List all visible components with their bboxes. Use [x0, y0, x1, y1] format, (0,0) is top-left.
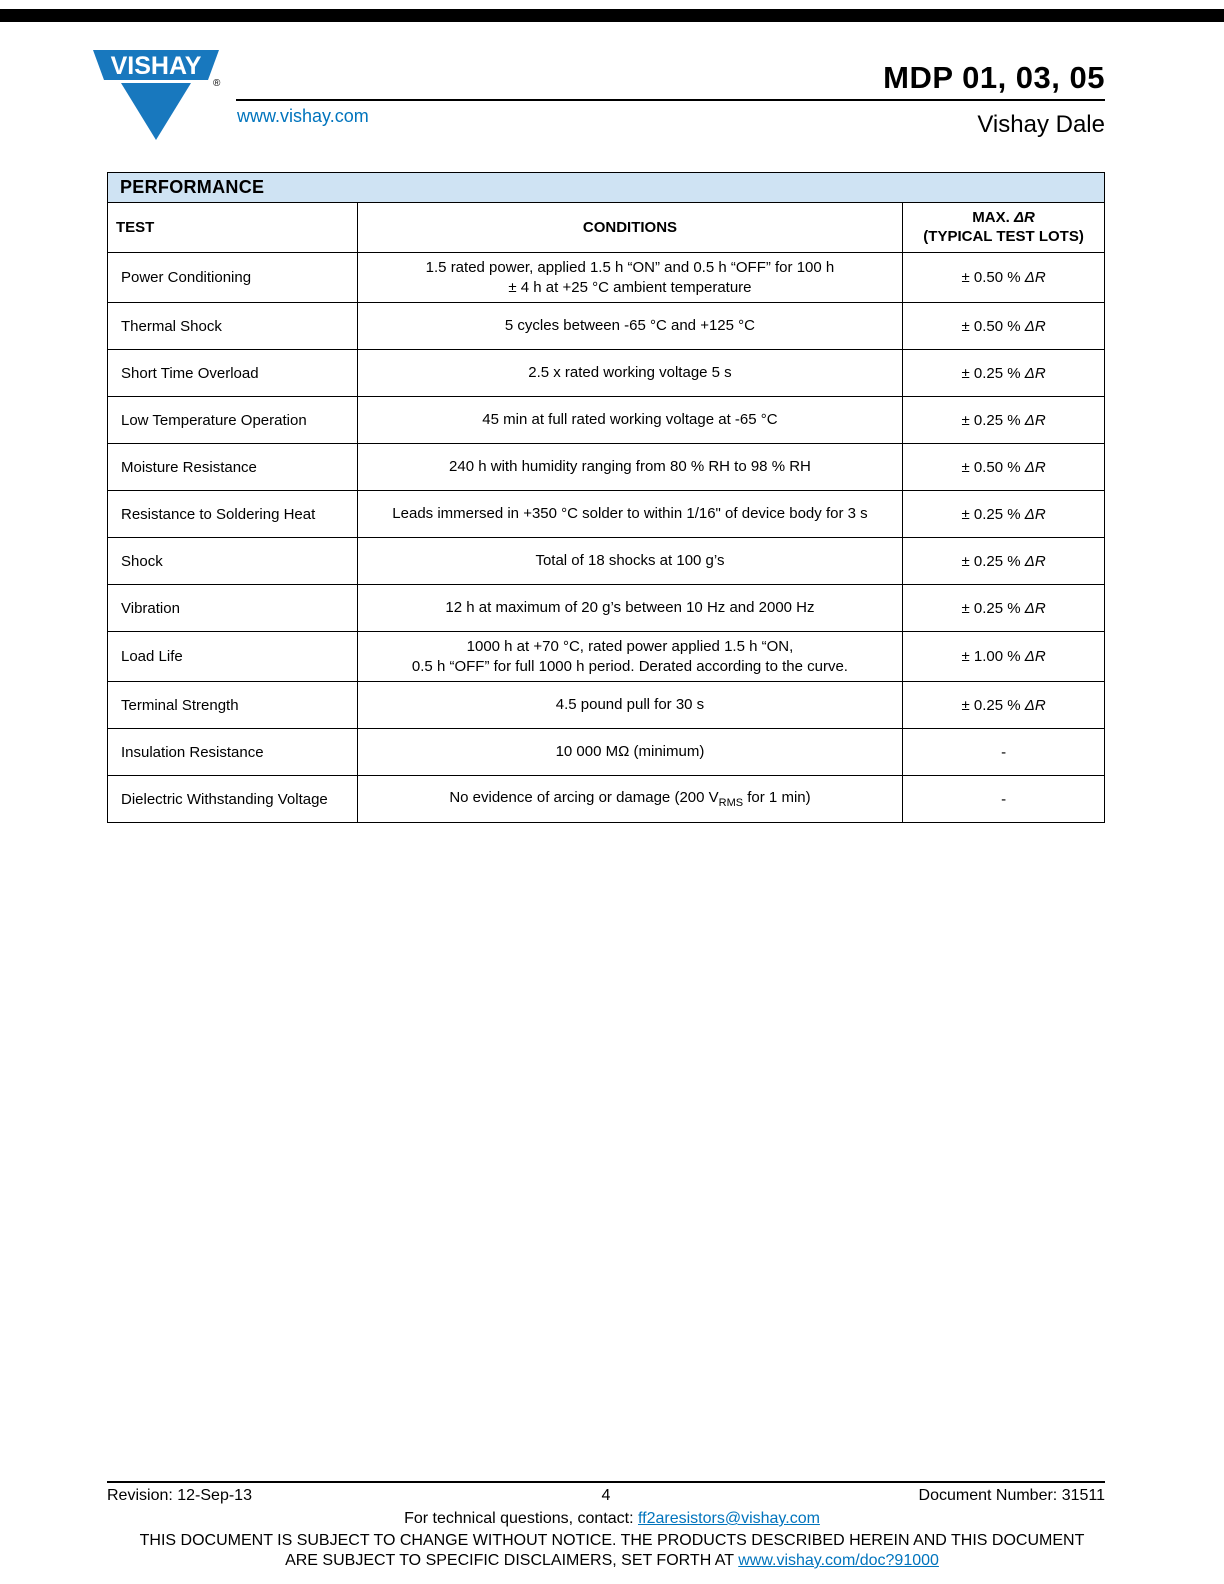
document-title: MDP 01, 03, 05 [883, 60, 1105, 95]
conditions-cell: No evidence of arcing or damage (200 $V_{RMS}$ for 1 min) [357, 776, 902, 823]
test-cell: Dielectric Withstanding Voltage [108, 776, 358, 823]
test-cell: Resistance to Soldering Heat [108, 491, 358, 538]
table-row [108, 350, 1105, 397]
page-number: 4 [601, 1487, 611, 1504]
table-row [108, 585, 1105, 632]
max-cell: ± 0.50 % ΔR [903, 303, 1105, 350]
document-number: Document Number: 31511 [918, 1487, 1105, 1504]
contact-text: For technical questions, contact: [404, 1510, 638, 1527]
disclaimer-text: ARE SUBJECT TO SPECIFIC DISCLAIMERS, SET FORTH AT [285, 1552, 739, 1569]
test-cell: Load Life [108, 632, 358, 682]
max-cell: ± 0.25 % ΔR [903, 491, 1105, 538]
max-cell: ± 0.25 % ΔR [903, 585, 1105, 632]
footer-divider [107, 1481, 1105, 1483]
conditions-cell: 4.5 pound pull for 30 s [357, 682, 902, 729]
table-row [108, 538, 1105, 585]
section-header-row [108, 173, 1105, 203]
table-row [108, 632, 1105, 682]
brand-division: Vishay Dale [977, 111, 1105, 138]
conditions-cell: Leads immersed in +350 °C solder to within 1/16" of device body for 3 s [357, 491, 902, 538]
max-cell: ± 0.25 % ΔR [903, 538, 1105, 585]
vishay-website-link[interactable]: www.vishay.com [237, 106, 369, 126]
vishay-logo [93, 50, 223, 146]
column-header-test: TEST [108, 203, 358, 253]
performance-table [107, 172, 1105, 823]
max-cell: ± 0.50 % ΔR [903, 444, 1105, 491]
max-header-subtext: (TYPICAL TEST LOTS) [923, 227, 1084, 245]
revision-label: Revision: 12-Sep-13 [107, 1487, 252, 1504]
column-header-row [108, 203, 1105, 253]
test-cell: Thermal Shock [108, 303, 358, 350]
test-cell: Short Time Overload [108, 350, 358, 397]
max-cell: - [903, 729, 1105, 776]
section-title: PERFORMANCE [108, 173, 1105, 203]
table-row [108, 491, 1105, 538]
contact-email-link[interactable]: ff2aresistors@vishay.com [637, 1510, 820, 1527]
test-cell: Power Conditioning [108, 253, 358, 303]
table-row [108, 303, 1105, 350]
max-cell: ± 0.50 % ΔR [903, 253, 1105, 303]
conditions-cell: Total of 18 shocks at 100 g’s [357, 538, 902, 585]
table-row [108, 444, 1105, 491]
disclaimer-link[interactable]: www.vishay.com/doc?91000 [738, 1552, 939, 1569]
conditions-cell: 2.5 x rated working voltage 5 s [357, 350, 902, 397]
top-black-bar [0, 9, 1224, 22]
subscript-rms: RMS [718, 796, 744, 809]
max-cell: - [903, 776, 1105, 823]
conditions-cell: 240 h with humidity ranging from 80 % RH to 98 % RH [357, 444, 902, 491]
max-cell: ± 0.25 % ΔR [903, 397, 1105, 444]
table-row [108, 776, 1105, 823]
header-divider [236, 99, 1105, 101]
disclaimer-line-1: THIS DOCUMENT IS SUBJECT TO CHANGE WITHOUT NOTICE. THE PRODUCTS DESCRIBED HEREIN AND THIS DOCUMENT [139, 1532, 1085, 1549]
contact-line [0, 1510, 1224, 1528]
vishay-wordmark: VISHAY [110, 52, 202, 80]
max-header-delta-r: ΔR [1013, 208, 1035, 226]
column-header-conditions: CONDITIONS [357, 203, 902, 253]
table-row [108, 682, 1105, 729]
conditions-cell: 1000 h at +70 °C, rated power applied 1.5 h “ON, 0.5 h “OFF” for full 1000 h period. Derated according to the curve. [357, 632, 902, 682]
test-cell: Vibration [108, 585, 358, 632]
max-cell: ± 0.25 % ΔR [903, 350, 1105, 397]
max-cell: ± 1.00 % ΔR [903, 632, 1105, 682]
test-cell: Shock [108, 538, 358, 585]
vishay-logo-graphic [93, 50, 223, 146]
test-cell: Low Temperature Operation [108, 397, 358, 444]
disclaimer-line-2 [0, 1552, 1224, 1570]
test-cell: Moisture Resistance [108, 444, 358, 491]
conditions-cell: 10 000 MΩ (minimum) [357, 729, 902, 776]
test-cell: Terminal Strength [108, 682, 358, 729]
column-header-max [903, 203, 1105, 253]
table-row [108, 729, 1105, 776]
registered-mark: ® [213, 78, 221, 89]
table-row [108, 253, 1105, 303]
conditions-cell: 12 h at maximum of 20 g’s between 10 Hz and 2000 Hz [357, 585, 902, 632]
test-cell: Insulation Resistance [108, 729, 358, 776]
max-cell: ± 0.25 % ΔR [903, 682, 1105, 729]
conditions-cell: 5 cycles between -65 °C and +125 °C [357, 303, 902, 350]
table-row [108, 397, 1105, 444]
conditions-cell: 1.5 rated power, applied 1.5 h “ON” and 0.5 h “OFF” for 100 h ± 4 h at +25 °C ambient temperature [357, 253, 902, 303]
conditions-cell: 45 min at full rated working voltage at -65 °C [357, 397, 902, 444]
max-header-text: MAX. [972, 208, 1014, 226]
